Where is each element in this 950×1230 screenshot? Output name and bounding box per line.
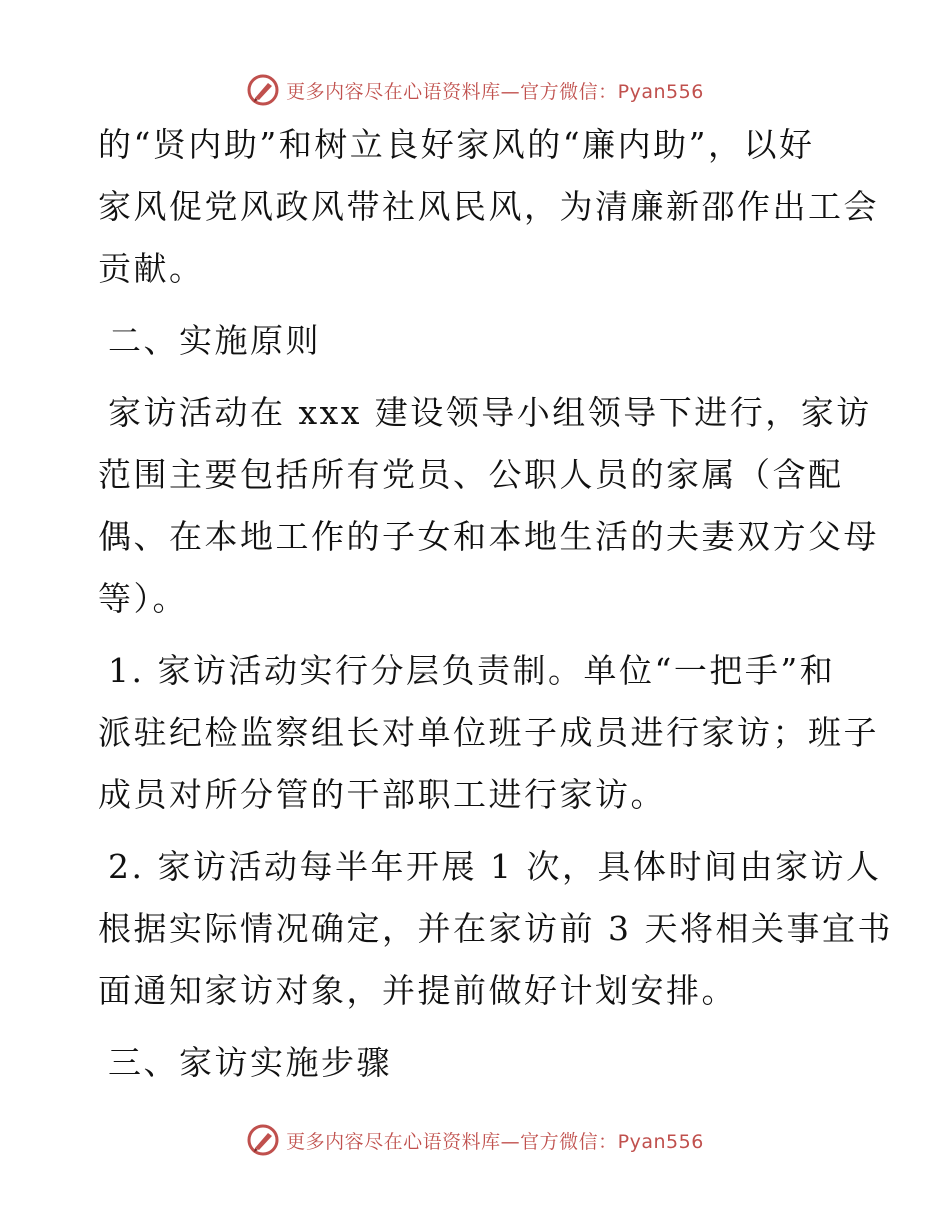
text-line: 等）。	[98, 579, 188, 618]
footer-banner-text: 更多内容尽在心语资料库—官方微信：Pyan556	[286, 1130, 704, 1153]
text-line: 贡献。	[98, 249, 205, 288]
text-line: 根据实际情况确定，并在家访前 3 天将相关事宜书	[98, 909, 893, 948]
header-banner-text: 更多内容尽在心语资料库—官方微信：Pyan556	[286, 80, 704, 103]
text-line: 家风促党风政风带社风民风，为清廉新邵作出工会	[98, 187, 879, 226]
document-body	[98, 114, 893, 1104]
text-line: 偶、在本地工作的子女和本地生活的夫妻双方父母	[98, 517, 879, 556]
section-heading-3	[98, 1032, 858, 1094]
pen-logo-icon	[246, 1123, 280, 1157]
paragraph-item-2	[98, 836, 893, 1022]
text-line: 成员对所分管的干部职工进行家访。	[98, 775, 666, 814]
text-line: 的“贤内助”和树立良好家风的“廉内助”，以好	[98, 125, 815, 164]
text-line: 范围主要包括所有党员、公职人员的家属（含配	[98, 455, 844, 494]
text-line: 面通知家访对象，并提前做好计划安排。	[98, 971, 737, 1010]
paragraph-item-1	[98, 640, 879, 826]
text-line: 2. 家访活动每半年开展 1 次，具体时间由家访人	[108, 847, 882, 886]
heading-text: 三、家访实施步骤	[108, 1043, 392, 1082]
footer-banner	[0, 1120, 950, 1160]
section-heading-2	[98, 310, 858, 372]
paragraph-scope	[98, 382, 879, 630]
text-line: 家访活动在 xxx 建设领导小组领导下进行，家访	[108, 393, 872, 432]
text-line: 1. 家访活动实行分层负责制。单位“一把手”和	[108, 651, 836, 690]
pen-logo-icon	[246, 73, 280, 107]
text-line: 派驻纪检监察组长对单位班子成员进行家访；班子	[98, 713, 879, 752]
heading-text: 二、实施原则	[108, 321, 321, 360]
header-banner	[0, 70, 950, 110]
paragraph-intro-tail	[98, 114, 879, 300]
